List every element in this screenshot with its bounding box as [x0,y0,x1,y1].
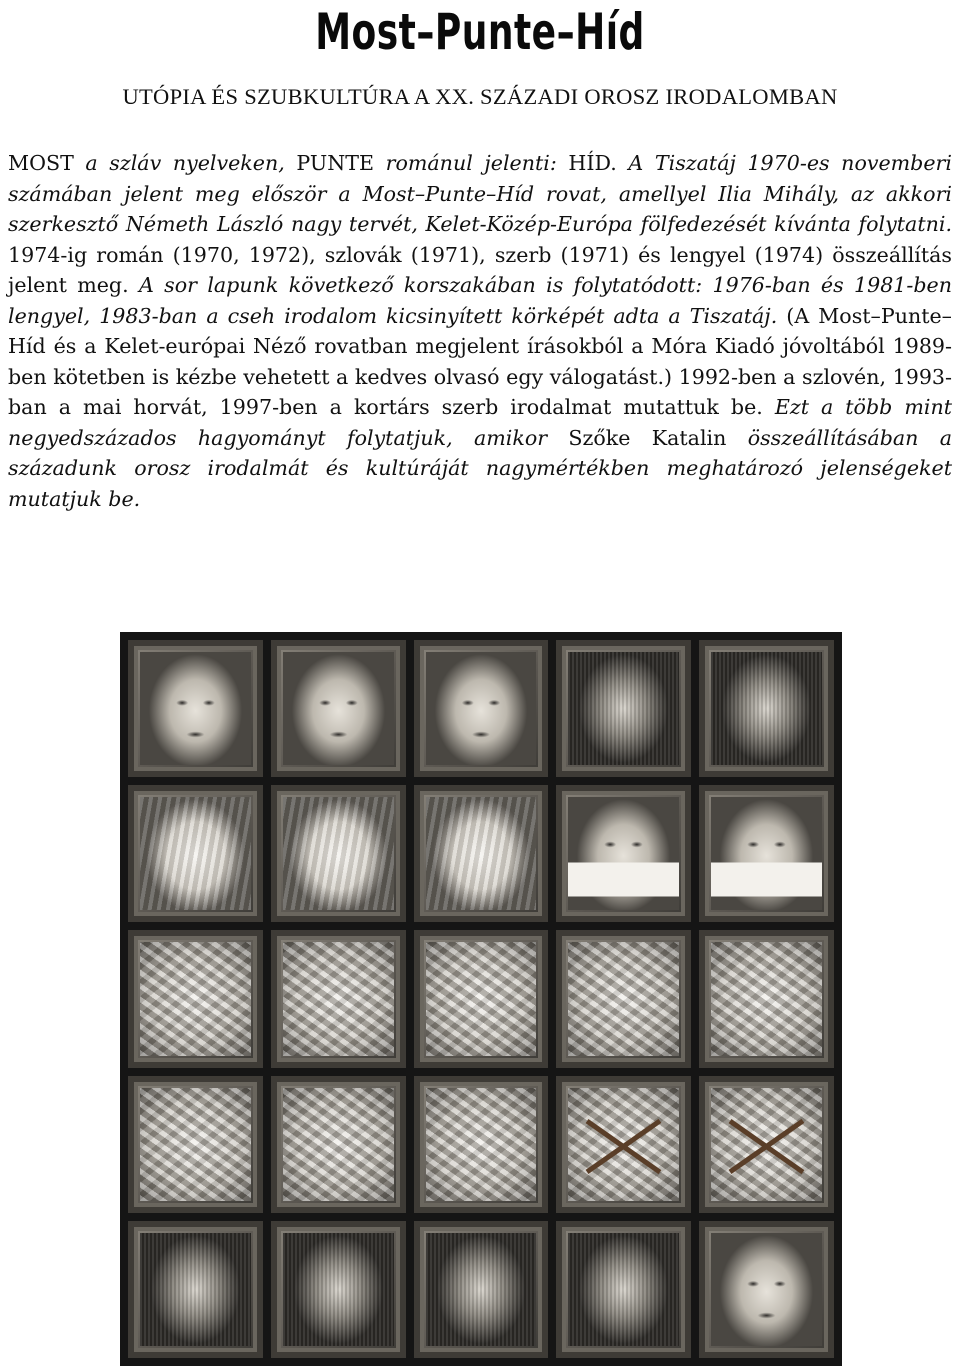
intro-text-6: (A Most–Punte–Híd és a Kelet-európai Néző rovatban megjelent írásokból a Móra Kiadó jóvoltából 1989-ben kötetben is kézbe vehetett a kedves olvasó egy válogatást.) 1992-ben a szlovén, 1993-ban a mai horvát, 1997-ben a kortárs szerb irodalmat mutattuk be. [8,303,952,419]
intro-text-7: Ezt a több mint negyedszázados hagyományt folytatjuk, amikor [8,395,952,450]
intro-text-1: a szláv nyelveken, [73,151,297,175]
artwork-cell-faded-face [414,1221,549,1358]
artwork-cell-wrapped-face [128,785,263,922]
artwork-cell-faded-face [271,1221,406,1358]
artwork-cell-faded-face [699,640,834,777]
intro-paragraph [8,148,952,514]
artwork-cell-cloth [414,1076,549,1213]
page-subtitle: UTÓPIA ÉS SZUBKULTÚRA A XX. SZÁZADI OROSZ IRODALOMBAN [122,84,838,109]
artwork-cell-cloth [128,930,263,1067]
intro-text-2: románul jelenti: [374,151,569,175]
editor-name: Szőke Katalin [568,425,727,450]
artwork-cell-tied-cloth [699,1076,834,1213]
artwork-cell-cloth [271,1076,406,1213]
artwork-grid-image [120,632,842,1366]
artwork-cell-face [128,640,263,777]
page-title: Most–Punte–Híd [315,4,645,62]
intro-text-4: 1974-ig román (1970, 1972), szlovák (1971), szerb (1971) és lengyel (1974) összeállítás jelent meg. [8,242,952,297]
artwork-cell-cloth [699,930,834,1067]
artwork-cell-cloth [271,930,406,1067]
artwork-cell-cloth [128,1076,263,1213]
artwork-cell-faded-face [556,1221,691,1358]
artwork-cell-faded-face [556,640,691,777]
artwork-cell-masked-face [556,785,691,922]
word-hid: HÍD. [568,151,617,175]
word-most: MOST [8,151,74,175]
word-punte: PUNTE [296,151,375,175]
artwork-cell-cloth [556,930,691,1067]
artwork-cell-face [699,1221,834,1358]
artwork-cell-masked-face [699,785,834,922]
artwork-cell-cloth [414,930,549,1067]
artwork-cell-face [414,640,549,777]
intro-text-5: A sor lapunk következő korszakában is folytatódott: 1976-ban és 1981-ben lengyel, 1983-ban a cseh irodalom kicsinyített körképét adta a Tiszatáj. [8,273,952,328]
artwork-cell-tied-cloth [556,1076,691,1213]
artwork-cell-face [271,640,406,777]
intro-text-8: összeállításában a századunk orosz irodalmát és kultúráját nagymértékben meghatározó jelenségeket mutatjuk be. [8,425,952,511]
artwork-cell-faded-face [128,1221,263,1358]
intro-text-3: A Tiszatáj 1970-es novemberi számában jelent meg először a Most–Punte–Híd rovat, amellyel Ilia Mihály, az akkori szerkesztő Németh László nagy tervét, Kelet-Közép-Európa fölfedezését kívánta folytatni. [8,151,952,236]
artwork-cell-wrapped-face [271,785,406,922]
artwork-cell-wrapped-face [414,785,549,922]
